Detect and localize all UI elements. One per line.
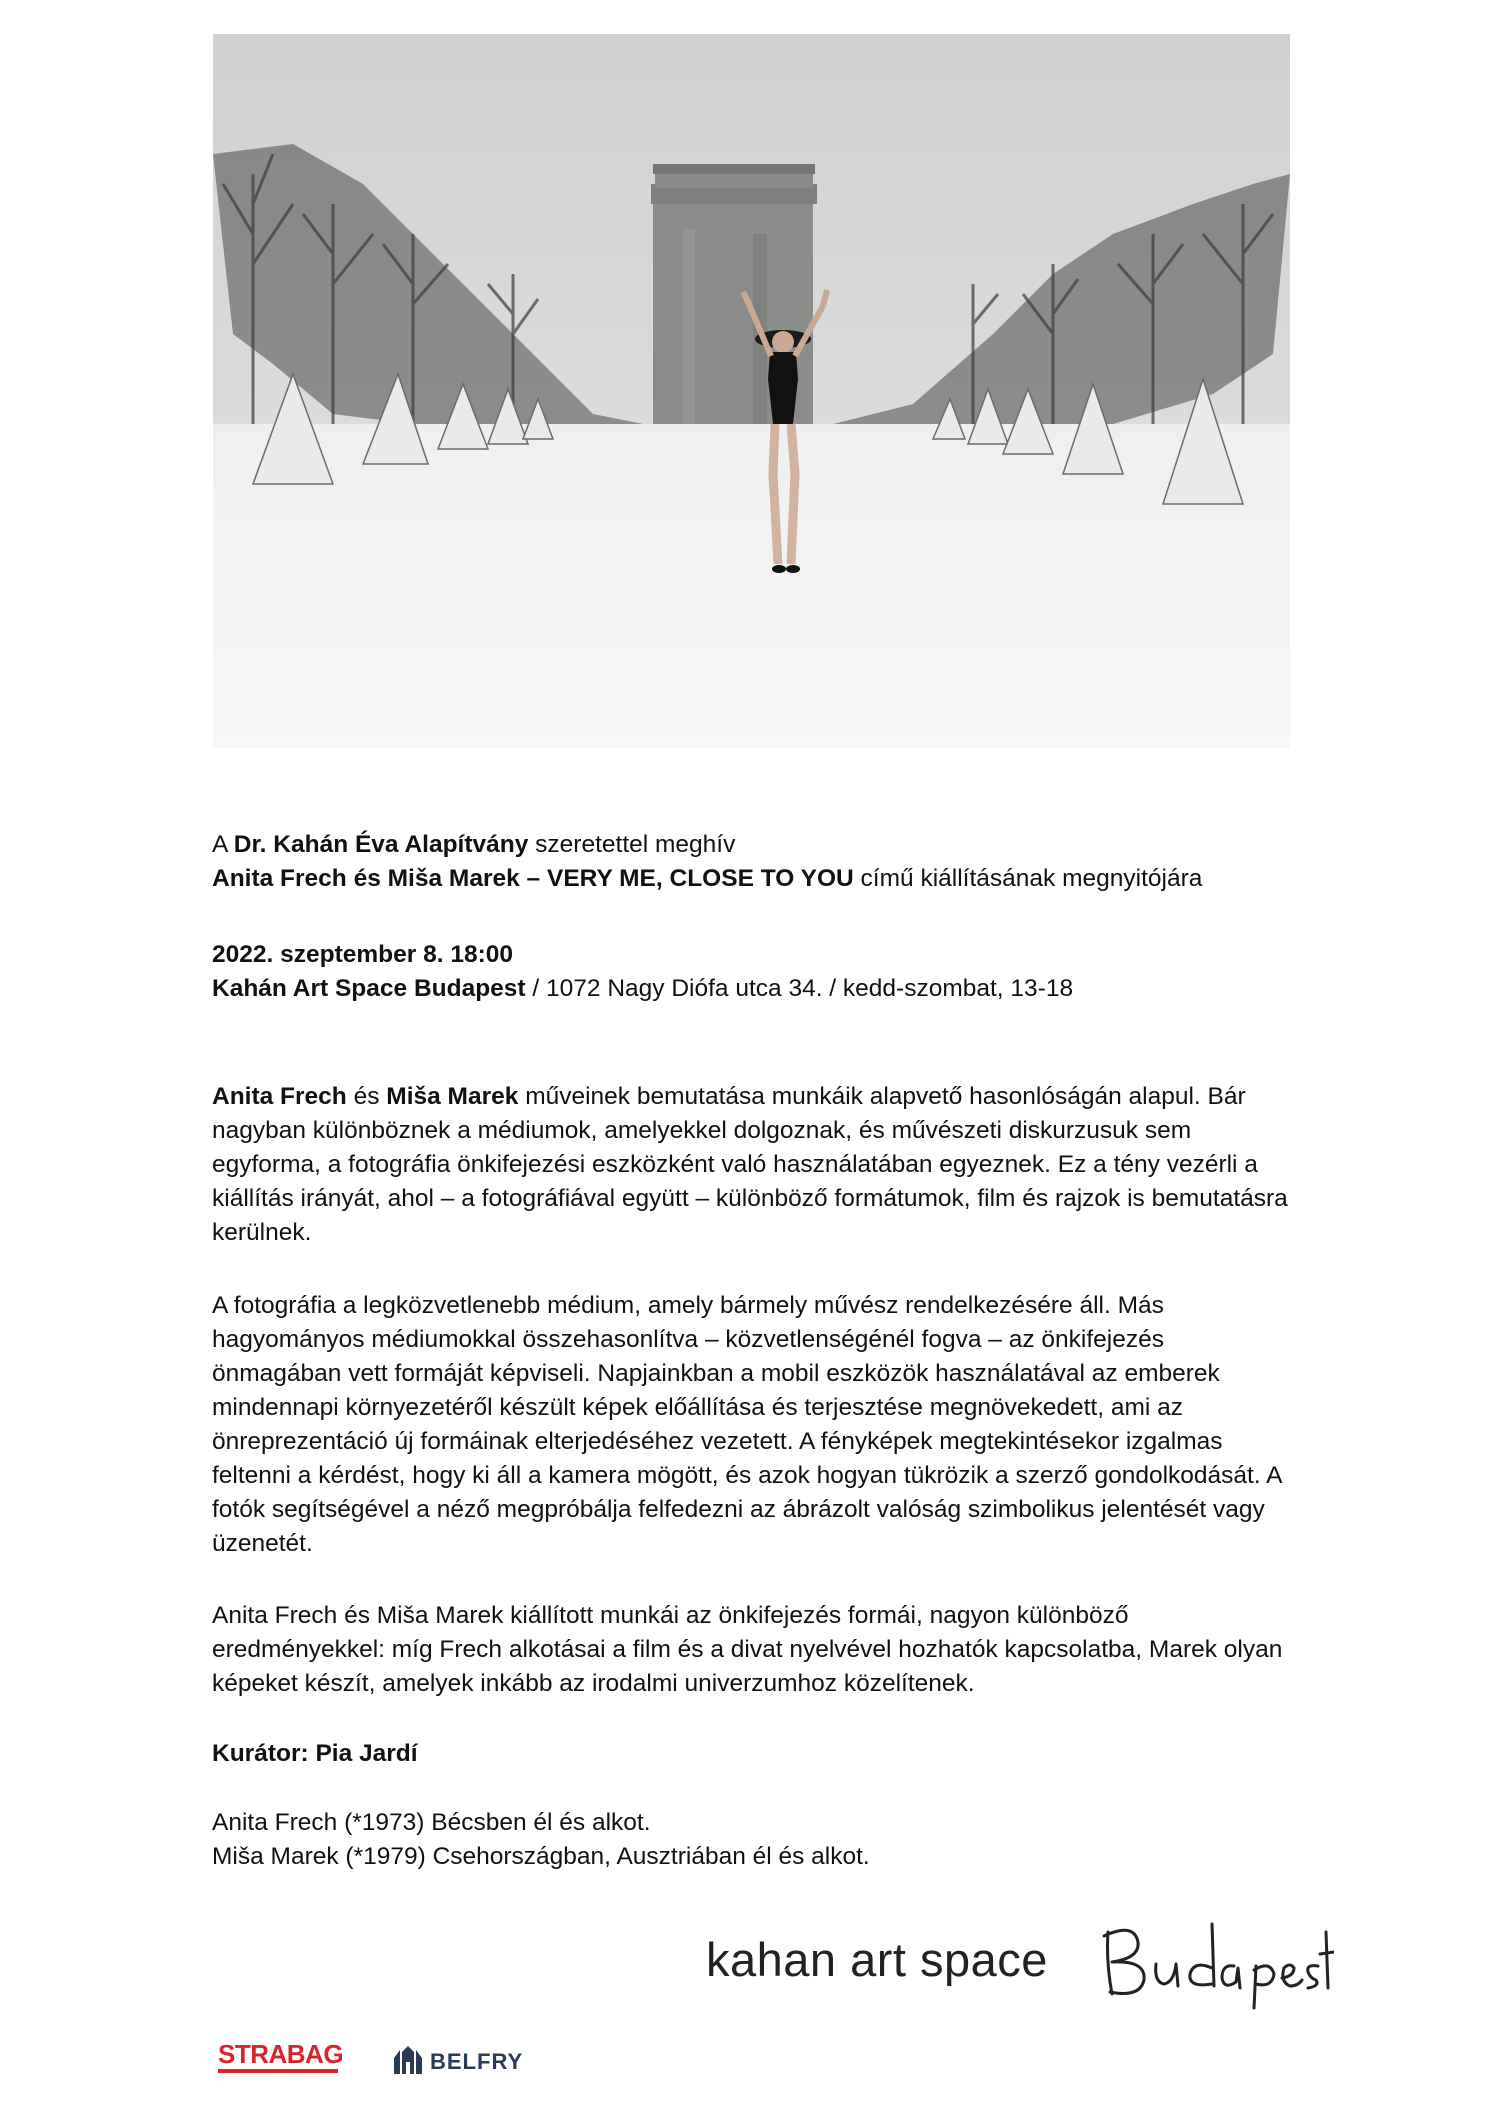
artist-name-2: Miša Marek [386, 1083, 519, 1110]
curator [212, 1737, 1292, 1771]
body-paragraph-2 [212, 1289, 1292, 1561]
strabag-logo-text: STRABAG [218, 2039, 344, 2069]
invitation-line-1 [212, 828, 1292, 862]
exhibition-photo [213, 34, 1290, 748]
event-details [212, 938, 1292, 1006]
belfry-logo [392, 2044, 532, 2080]
intro-suffix: szeretettel meghív [528, 831, 736, 858]
paragraph-2-text: A fotográfia a legközvetlenebb médium, amely bármely művész rendelkezésére áll. Más hagyományos médiumokkal összehasonlítva – közvetlenségénél fogva – az önkifejezés önmagában vett formáját képviseli. Napjainkban a mobil eszközök használatával az emberek mindennapi környezetéről készült képek előállítása és terjesztése megnövekedett, ami az önreprezentáció új formáinak elterjedéséhez vezetett. A fényképek megtekintésekor izgalmas feltenni a kérdést, hogy ki áll a kamera mögött, és azok hogyan tükrözik a szerző gondolkodását. A fotók segítségével a néző megpróbálja felfedezni az ábrázolt valóság szimbolikus jelentését vagy üzenetét. [212, 1292, 1282, 1557]
paragraph-1-text: műveinek bemutatása munkáik alapvető hasonlóságán alapul. Bár nagyban különböznek a médiumok, amelyekkel dolgoznak, és művészeti diskurzusuk sem egyforma, a fotográfia önkifejezési eszközként való használatában egyeznek. Ez a tény vezérli a kiállítás irányát, ahol – a fotográfiával együtt – különböző formátumok, film és rajzok is bemutatásra kerülnek. [212, 1083, 1288, 1246]
bio-misa-marek: Miša Marek (*1979) Csehországban, Ausztriában él és alkot. [212, 1843, 870, 1870]
kahan-art-space-logo [706, 1902, 1326, 2012]
bio-anita-frech: Anita Frech (*1973) Bécsben él és alkot. [212, 1809, 651, 1836]
strabag-logo [218, 2039, 344, 2076]
belfry-tower-icon [392, 2046, 424, 2076]
conjunction: és [346, 1083, 387, 1110]
exhibition-title-suffix: című kiállításának megnyitójára [853, 865, 1203, 892]
event-datetime: 2022. szeptember 8. 18:00 [212, 941, 513, 968]
curator-text: Kurátor: Pia Jardí [212, 1740, 418, 1767]
venue-name: Kahán Art Space Budapest [212, 975, 526, 1002]
intro-prefix: A [212, 831, 234, 858]
invitation-intro [212, 828, 1292, 896]
strabag-logo-bar [218, 2069, 338, 2073]
belfry-logo-text: BELFRY [430, 2049, 524, 2074]
foundation-name: Dr. Kahán Éva Alapítvány [233, 831, 529, 858]
body-paragraph-1 [212, 1080, 1292, 1250]
exhibition-title: Anita Frech és Miša Marek – VERY ME, CLOSE TO YOU [212, 865, 854, 892]
body-paragraph-3 [212, 1599, 1292, 1701]
snowy-park-photo-icon [213, 34, 1290, 748]
venue-details: / 1072 Nagy Diófa utca 34. / kedd-szombat, 13-18 [525, 975, 1074, 1002]
invitation-line-2 [212, 862, 1292, 896]
artist-bios [212, 1806, 1292, 1874]
kahan-logo-sans-text: kahan art space [706, 1933, 1048, 1986]
paragraph-3-text: Anita Frech és Miša Marek kiállított munkái az önkifejezés formái, nagyon különböző eredményekkel: míg Frech alkotásai a film és a divat nyelvével hozhatók kapcsolatba, Marek olyan képeket készít, amelyek inkább az irodalmi univerzumhoz közelítenek. [212, 1602, 1283, 1697]
budapest-script-icon [1094, 1902, 1334, 2012]
artist-name-1: Anita Frech [212, 1083, 347, 1110]
